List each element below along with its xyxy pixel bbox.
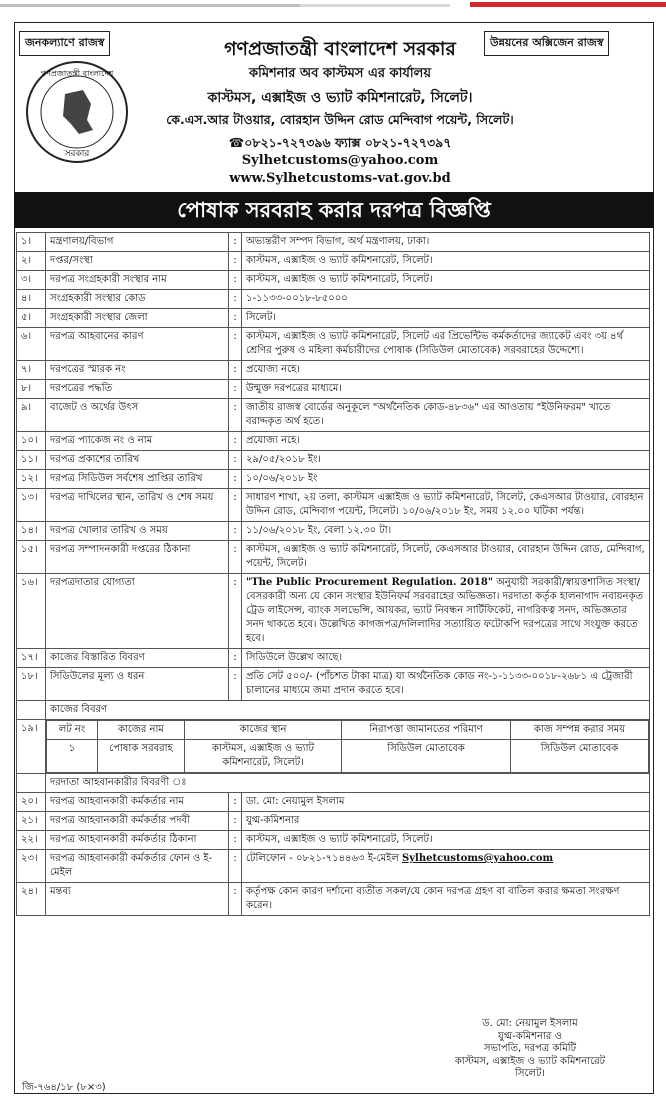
row-colon: : bbox=[229, 309, 242, 328]
row-number: ২০। bbox=[17, 793, 46, 812]
table-row bbox=[17, 290, 650, 309]
row-colon: : bbox=[229, 233, 242, 252]
row-colon: : bbox=[229, 522, 242, 541]
row-value: কর্তৃপক্ষ কোন কারণ দর্শানো ব্যতীত সকল/যে কোন দরপত্র গ্রহণ বা বাতিল করার ক্ষমতা সংরক্ষণ করেন। bbox=[242, 883, 650, 916]
row-label: দরপত্র খোলার তারিখ ও সময় bbox=[46, 522, 229, 541]
lot-col-header: কাজ সম্পন্ন করার সময় bbox=[511, 721, 649, 740]
row-label: সিডিউলের মূল্য ও ধরন bbox=[46, 668, 229, 701]
top-light-stripe bbox=[300, 4, 450, 7]
row-colon: : bbox=[229, 399, 242, 432]
row-number: ৭। bbox=[17, 361, 46, 380]
row-colon: : bbox=[229, 574, 242, 649]
row-value: সাধারণ শাখা, ২য় তলা, কাস্টমস এক্সাইজ ও ভ্যাট কমিশনারেট, সিলেট, কেএসআর টাওয়ার, বোরহান উদ্দিন রোড, মেন্দিবাগ পয়েন্ট, সিলেট। ১০/০৬/২০১৮ ইং, সময় ১২.০০ ঘটিকা পর্যন্ত। bbox=[242, 489, 650, 522]
tender-table bbox=[16, 232, 650, 916]
table-row bbox=[17, 432, 650, 451]
contact-email-link[interactable]: Sylhetcustoms@yahoo.com bbox=[401, 853, 554, 864]
row-value: কাস্টমস, এক্সাইজ ও ভ্যাট কমিশনারেট, সিলেট। bbox=[242, 271, 650, 290]
row-number: ৪। bbox=[17, 290, 46, 309]
table-row bbox=[17, 831, 650, 850]
table-row bbox=[17, 399, 650, 432]
row-colon: : bbox=[229, 649, 242, 668]
table-row bbox=[17, 489, 650, 522]
bidder-heading: দরদাতা আহবানকারীর বিবরণী ঃ bbox=[46, 774, 650, 793]
row-label: দরপত্র আহবানকারী কর্মকর্তার ঠিকানা bbox=[46, 831, 229, 850]
table-row bbox=[17, 649, 650, 668]
table-row bbox=[17, 271, 650, 290]
row-label: দরপত্র সিডিউল সর্বশেষ প্রাপ্তির তারিখ bbox=[46, 470, 229, 489]
top-gray-stripe bbox=[0, 4, 300, 7]
row-value: যুগ্ম-কমিশনার bbox=[242, 812, 650, 831]
notice-title: পোষাক সরবরাহ করার দরপত্র বিজ্ঞপ্তি bbox=[14, 192, 654, 228]
row-label: মন্তব্য bbox=[46, 883, 229, 916]
row-number: ৬। bbox=[17, 328, 46, 361]
table-row bbox=[17, 812, 650, 831]
row-colon: : bbox=[229, 850, 242, 883]
row-value: কাস্টমস, এক্সাইজ ও ভ্যাট কমিশনারেট, সিলেট। bbox=[242, 831, 650, 850]
row-value: উন্মুক্ত দরপত্রের মাধ্যমে। bbox=[242, 380, 650, 399]
row-value: কাস্টমস, এক্সাইজ ও ভ্যাট কমিশনারেট, সিলেট এর প্রিভেন্টিভ কর্মকর্তাদের জ্যাকেট এবং ৩য় ৪র্থ শ্রেণির পুরুষ ও মহিলা কর্মচারীদের পোষাক (সিডিউল মোতাবেক) সরবরাহের উদ্দেশ্যে। bbox=[242, 328, 650, 361]
row-colon: : bbox=[229, 432, 242, 451]
table-row bbox=[17, 470, 650, 489]
row-colon: : bbox=[229, 489, 242, 522]
header-email: Sylhetcustoms@yahoo.com bbox=[241, 153, 439, 168]
lot-cell: ১ bbox=[47, 740, 98, 773]
row-colon: : bbox=[229, 290, 242, 309]
row-colon: : bbox=[229, 831, 242, 850]
row-label: দরপত্র সংগ্রহকারী সংস্থার নাম bbox=[46, 271, 229, 290]
row-number: ১১। bbox=[17, 451, 46, 470]
row-number: ৫। bbox=[17, 309, 46, 328]
row-number: ১২। bbox=[17, 470, 46, 489]
row-number: ১৮। bbox=[17, 668, 46, 701]
signatory-office: কাস্টমস, এক্সাইজ ও ভ্যাট কমিশনারেট bbox=[454, 1055, 606, 1067]
row-label: দরপত্র আহবানকারী কর্মকর্তার নাম bbox=[46, 793, 229, 812]
row-value: প্রতি সেট ৫০০/- (পাঁচশত টাকা মাত্র) যা অর্থনৈতিক কোড নং-১-১১৩৩-০০১৮-২৬৮১ এ ট্রেজারী চালানের মাধ্যমে জমা প্রদান করতে হবে। bbox=[242, 668, 650, 701]
lot-table bbox=[46, 720, 649, 773]
row-label: মন্ত্রণালয়/বিভাগ bbox=[46, 233, 229, 252]
row-label: দরপত্র সম্পাদনকারী দপ্তরের ঠিকানা bbox=[46, 541, 229, 574]
row-number: ১৩। bbox=[17, 489, 46, 522]
row-colon: : bbox=[229, 793, 242, 812]
seal-text-top: গণপ্রজাতন্ত্রী বাংলাদেশ bbox=[40, 69, 114, 78]
signatory-name: ড. মো: নেয়ামুল ইসলাম bbox=[482, 1018, 578, 1029]
row-number: ১৪। bbox=[17, 522, 46, 541]
row-label: দরপত্র আহবানকারী কর্মকর্তার ফোন ও ই-মেইল bbox=[46, 850, 229, 883]
row-label: দরপত্র আহবানের কারণ bbox=[46, 328, 229, 361]
row-value bbox=[242, 574, 650, 649]
row-colon: : bbox=[229, 883, 242, 916]
table-row bbox=[17, 451, 650, 470]
table-row bbox=[17, 309, 650, 328]
table-row bbox=[17, 233, 650, 252]
row-colon: : bbox=[229, 470, 242, 489]
row-label: দরপত্র প্যাকেজ নং ও নাম bbox=[46, 432, 229, 451]
row-label: দরপত্র প্রকাশের তারিখ bbox=[46, 451, 229, 470]
row-label: দরপত্রদাতার যোগ্যতা bbox=[46, 574, 229, 649]
document-code: জি-৭৬৪/১৮ (৮×৩) bbox=[22, 1082, 106, 1093]
table-row bbox=[17, 793, 650, 812]
row-value: কাস্টমস, এক্সাইজ ও ভ্যাট কমিশনারেট, সিলেট, কেএসআর টাওয়ার, বোরহান উদ্দিন রোড, মেন্দিবাগ, পয়েন্ট, সিলেট। bbox=[242, 541, 650, 574]
signatory-committee: সভাপতি, দরপত্র কমিটি bbox=[483, 1043, 577, 1054]
commissionerate-name: কাস্টমস, এক্সাইজ ও ভ্যাট কমিশনারেট, সিলেট। bbox=[207, 90, 473, 106]
row-value: ১-১১৩৩-০০১৮-৮৫০০০ bbox=[242, 290, 650, 309]
row-number: ৩। bbox=[17, 271, 46, 290]
lot-col-header: নিরাপত্তা জামানতের পরিমাণ bbox=[342, 721, 511, 740]
row-colon: : bbox=[229, 252, 242, 271]
row-value: কাস্টমস, এক্সাইজ ও ভ্যাট কমিশনারেট, সিলেট। bbox=[242, 252, 650, 271]
row-value: জাতীয় রাজস্ব বোর্ডের অনুকূলে "অর্থনৈতিক কোড-৪৮৩৬" এর আওতায় "ইউনিফরম" খাতে বরাদ্দকৃত অর্থ হতে। bbox=[242, 399, 650, 432]
row-value: প্রযোজ্য নহে। bbox=[242, 432, 650, 451]
signature-block bbox=[430, 1018, 630, 1081]
row-number: ২১। bbox=[17, 812, 46, 831]
table-row bbox=[17, 380, 650, 399]
row-label: দপ্তর/সংস্থা bbox=[46, 252, 229, 271]
tag-right: উন্নয়নের অক্সিজেন রাজস্ব bbox=[484, 31, 609, 56]
row-label: দরপত্রের স্মারক নং bbox=[46, 361, 229, 380]
lot-cell: পোষাক সরবরাহ bbox=[98, 740, 185, 773]
lot-header-row bbox=[47, 721, 649, 740]
table-row bbox=[17, 541, 650, 574]
office-name: কমিশনার অব কাস্টমস এর কার্যালয় bbox=[249, 66, 431, 81]
lot-col-header: লট নং bbox=[47, 721, 98, 740]
row-number: ২৪। bbox=[17, 883, 46, 916]
row-number: ১৫। bbox=[17, 541, 46, 574]
tag-left: জনকল্যাণে রাজস্ব bbox=[19, 31, 110, 56]
bidder-heading-row bbox=[17, 774, 650, 793]
row-number: ১৯। bbox=[17, 720, 46, 774]
government-seal-icon bbox=[25, 60, 129, 164]
row-label: সংগ্রহকারী সংস্থার জেলা bbox=[46, 309, 229, 328]
row-label: বাজেট ও অর্থের উৎস bbox=[46, 399, 229, 432]
row-colon: : bbox=[229, 380, 242, 399]
row-number: ৮। bbox=[17, 380, 46, 399]
work-heading-row bbox=[17, 701, 650, 720]
row-number: ৯। bbox=[17, 399, 46, 432]
table-row bbox=[17, 850, 650, 883]
table-row bbox=[17, 522, 650, 541]
row-label: সংগ্রহকারী সংস্থার কোড bbox=[46, 290, 229, 309]
row-value: ২৯/০৫/২০১৮ ইং। bbox=[242, 451, 650, 470]
top-decor-bar bbox=[0, 0, 666, 14]
row-number: ২। bbox=[17, 252, 46, 271]
row-label: দরপত্রের পদ্ধতি bbox=[46, 380, 229, 399]
row-colon: : bbox=[229, 541, 242, 574]
lot-col-header: কাজের স্থান bbox=[185, 721, 342, 740]
lot-cell: সিডিউল মোতাবেক bbox=[511, 740, 649, 773]
table-row bbox=[17, 668, 650, 701]
top-red-stripe bbox=[470, 2, 666, 7]
signatory-post: যুগ্ম-কমিশনার ও bbox=[498, 1030, 562, 1042]
row-value: অভ্যন্তরীণ সম্পদ বিভাগ, অর্থ মন্ত্রণালয়, ঢাকা। bbox=[242, 233, 650, 252]
lot-cell: কাস্টমস, এক্সাইজ ও ভ্যাট কমিশনারেট, সিলেট। bbox=[185, 740, 342, 773]
table-row bbox=[17, 328, 650, 361]
row-colon: : bbox=[229, 271, 242, 290]
phone-fax: ☎০৮২১-৭২৭৩৯৬ ফ্যাক্স ০৮২১-৭২৭৩৯৭ bbox=[228, 135, 452, 150]
lot-col-header: কাজের নাম bbox=[98, 721, 185, 740]
government-title: গণপ্রজাতন্ত্রী বাংলাদেশ সরকার bbox=[224, 38, 456, 60]
row-value: সিডিউলে উল্লেখ আছে। bbox=[242, 649, 650, 668]
row-value: ১১/০৬/২০১৮ ইং, বেলা ১২.৩০ টা। bbox=[242, 522, 650, 541]
row-number: ২২। bbox=[17, 831, 46, 850]
row-label: দরপত্র দাখিলের স্থান, তারিখ ও শেষ সময় bbox=[46, 489, 229, 522]
header-website: www.Sylhetcustoms-vat.gov.bd bbox=[229, 171, 451, 186]
row-colon: : bbox=[229, 451, 242, 470]
row-number: ১০। bbox=[17, 432, 46, 451]
contact-phone: টেলিফোন - ০৮২১-৭১৪৪৬৩ ই-মেইল bbox=[246, 853, 402, 864]
row-colon: : bbox=[229, 812, 242, 831]
work-heading: কাজের বিবরণ bbox=[46, 701, 650, 720]
regulation-name: "The Public Procurement Regulation. 2018" bbox=[246, 577, 494, 588]
row-number: ১। bbox=[17, 233, 46, 252]
row-value: ১০/০৬/২০১৮ ইং bbox=[242, 470, 650, 489]
row-value bbox=[242, 850, 650, 883]
row-label: দরপত্র আহবানকারী কর্মকর্তার পদবী bbox=[46, 812, 229, 831]
row-label: কাজের বিস্তারিত বিবরণ bbox=[46, 649, 229, 668]
eligibility-text: অনুযায়ী সরকারী/স্বায়ত্তশাসিত সংস্থা/বেসরকারী অন্য যে কোন সংস্থার ইউনিফর্ম সরবরাহের অভিজ্ঞতা। দরদাতা কর্তৃক হালনাগাদ নবায়নকৃত ট্রেড লাইসেন্স, ব্যাংক সলভেন্সি, আয়কর, ভ্যাট নিবন্ধন সার্টিফিকেট, নাগরিকত্ব সনদ, অভিজ্ঞতার সনদ থাকতে হবে। উল্লেখিত কাগজপত্র/দলিলাদির সত্যায়িত ফটোকপি দরপত্রের সাথে সংযুক্ত করতে হবে। bbox=[246, 577, 643, 644]
row-number: ২৩। bbox=[17, 850, 46, 883]
row-number: ১৭। bbox=[17, 649, 46, 668]
lot-cell: সিডিউল মোতাবেক bbox=[342, 740, 511, 773]
row-colon: : bbox=[229, 668, 242, 701]
seal-text-bottom: সরকার bbox=[64, 149, 90, 159]
lot-data-row bbox=[47, 740, 649, 773]
row-value: প্রযোজ্য নহে। bbox=[242, 361, 650, 380]
row-number: ১৬। bbox=[17, 574, 46, 649]
signatory-city: সিলেট। bbox=[515, 1068, 545, 1079]
table-row bbox=[17, 883, 650, 916]
table-row bbox=[17, 361, 650, 380]
work-table-row bbox=[17, 720, 650, 774]
row-value: সিলেট। bbox=[242, 309, 650, 328]
office-address: কে.এস.আর টাওয়ার, বোরহান উদ্দিন রোড মেন্দিবাগ পয়েন্ট, সিলেট। bbox=[166, 112, 514, 127]
row-colon: : bbox=[229, 328, 242, 361]
table-row bbox=[17, 252, 650, 271]
table-row bbox=[17, 574, 650, 649]
row-value: ডা. মো: নেয়ামুল ইসলাম bbox=[242, 793, 650, 812]
row-colon: : bbox=[229, 361, 242, 380]
